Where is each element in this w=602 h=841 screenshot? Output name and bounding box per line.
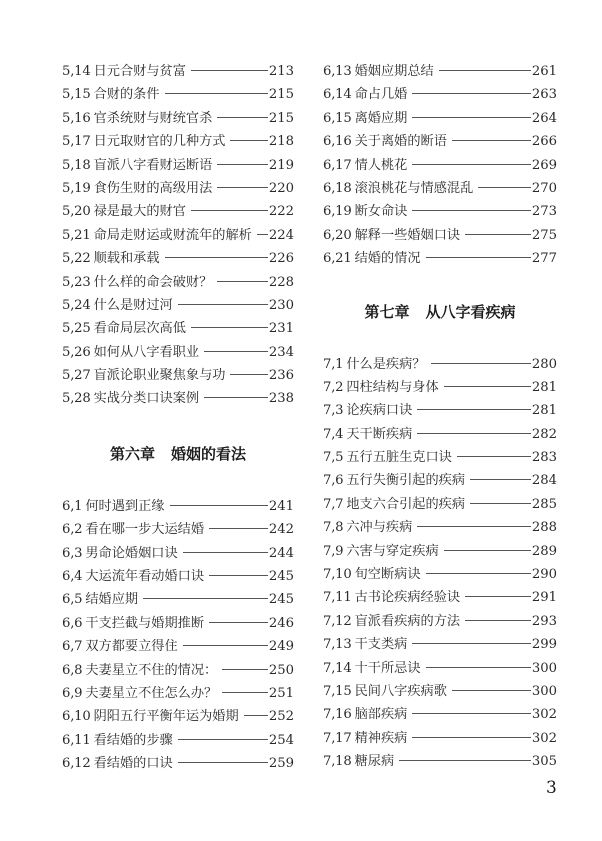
toc-list-chapter-6-cont (323, 60, 557, 271)
section-title: 滚浪桃花与情感混乱 (354, 180, 474, 196)
section-number: 7,18 (323, 754, 352, 770)
toc-entry[interactable] (62, 387, 294, 410)
section-number: 5,20 (62, 204, 91, 220)
section-number: 5,27 (62, 368, 91, 384)
section-number: 5,18 (62, 157, 91, 173)
toc-entry[interactable] (323, 493, 557, 516)
page-reference: 300 (531, 660, 557, 676)
toc-entry[interactable] (323, 750, 557, 773)
toc-entry[interactable] (62, 130, 294, 153)
section-number: 7,17 (323, 730, 352, 746)
toc-entry[interactable] (62, 60, 294, 83)
dot-leader (165, 93, 268, 94)
dot-leader (412, 93, 531, 94)
dot-leader (399, 760, 531, 761)
section-title: 日元合财与贫富 (93, 64, 186, 79)
page-reference: 249 (268, 639, 294, 655)
section-number: 5,23 (62, 274, 91, 290)
dot-leader (191, 210, 268, 211)
page-reference: 241 (268, 498, 294, 514)
section-number: 6,3 (62, 545, 83, 561)
section-title: 婚姻应期总结 (354, 64, 434, 79)
section-title: 论疾病口诀 (346, 403, 413, 419)
section-number: 6,21 (323, 251, 352, 267)
toc-entry[interactable] (62, 317, 294, 340)
page-reference: 228 (268, 274, 294, 290)
section-title: 干支类病 (354, 637, 408, 653)
section-title: 大运流年看动婚口诀 (85, 569, 205, 585)
page-reference: 275 (531, 227, 557, 243)
section-title: 关于离婚的断语 (354, 134, 447, 150)
page-reference: 277 (531, 251, 557, 267)
section-title: 六害与穿定疾病 (346, 543, 439, 559)
dot-leader (412, 164, 531, 165)
page-reference: 259 (268, 756, 294, 772)
dot-leader (143, 598, 268, 599)
toc-entry[interactable] (323, 563, 557, 586)
section-title: 地支六合引起的疾病 (346, 496, 466, 512)
section-title: 看结婚的步骤 (93, 732, 173, 748)
dot-leader (452, 140, 531, 141)
dot-leader (439, 70, 531, 71)
dot-leader (191, 70, 268, 71)
toc-entry[interactable] (323, 680, 557, 703)
page-reference: 246 (268, 615, 294, 631)
page-reference: 215 (268, 87, 294, 103)
chapter-title: 婚姻的看法 (171, 444, 247, 463)
dot-leader (230, 140, 267, 141)
section-title: 精神疾病 (354, 730, 408, 746)
section-number: 6,17 (323, 157, 352, 173)
page-reference: 245 (268, 592, 294, 608)
section-title: 糖尿病 (354, 754, 395, 770)
toc-entry[interactable] (323, 154, 557, 177)
dot-leader (426, 257, 531, 258)
toc-entry[interactable] (323, 83, 557, 106)
toc-entry[interactable] (62, 542, 294, 565)
toc-entry[interactable] (62, 729, 294, 752)
chapter-title: 从八字看疾病 (425, 302, 516, 321)
section-title: 食伤生财的高级用法 (93, 180, 213, 196)
page-reference: 231 (268, 321, 294, 337)
toc-entry[interactable] (323, 60, 557, 83)
section-title: 男命论婚姻口诀 (85, 545, 178, 561)
page-reference: 284 (531, 473, 557, 489)
section-number: 7,3 (323, 403, 344, 419)
toc-entry[interactable] (323, 399, 557, 422)
section-title: 如何从八字看职业 (93, 344, 200, 360)
section-number: 5,24 (62, 297, 91, 313)
page-reference: 302 (531, 707, 557, 723)
dot-leader (170, 505, 268, 506)
dot-leader (478, 187, 531, 188)
toc-entry[interactable] (62, 635, 294, 658)
section-number: 7,15 (323, 683, 352, 699)
section-title: 结婚应期 (85, 592, 139, 608)
section-number: 5,14 (62, 64, 91, 79)
toc-entry[interactable] (62, 294, 294, 317)
section-number: 6,12 (62, 756, 91, 772)
toc-entry[interactable] (62, 271, 294, 294)
toc-right-column (323, 60, 557, 774)
page-reference: 215 (268, 110, 294, 126)
dot-leader (465, 596, 531, 597)
dot-leader (470, 479, 531, 480)
dot-leader (209, 575, 268, 576)
page-reference: 224 (268, 227, 294, 243)
toc-entry[interactable] (323, 376, 557, 399)
section-title: 五行五脏生克口诀 (346, 450, 452, 466)
dot-leader (457, 456, 531, 457)
page-reference: 261 (531, 64, 557, 79)
section-title: 实战分类口诀案例 (93, 391, 200, 407)
toc-entry[interactable] (62, 705, 294, 728)
page-reference: 289 (531, 543, 557, 559)
dot-leader (412, 210, 531, 211)
page-reference: 250 (268, 662, 294, 678)
section-number: 7,16 (323, 707, 352, 723)
section-title: 天干断疾病 (346, 426, 413, 442)
toc-entry[interactable] (323, 423, 557, 446)
page-reference: 300 (531, 683, 557, 699)
page-reference: 273 (531, 204, 557, 220)
toc-entry[interactable] (62, 495, 294, 518)
section-title: 阴阳五行平衡年运为婚期 (93, 709, 239, 725)
chapter-6-heading (62, 413, 294, 495)
page-reference: 251 (268, 685, 294, 701)
toc-entry[interactable] (62, 107, 294, 130)
toc-list-chapter-5 (62, 60, 294, 411)
section-title: 命局走财运或财流年的解析 (93, 227, 252, 243)
section-number: 7,9 (323, 543, 344, 559)
dot-leader (465, 234, 531, 235)
page-reference: 245 (268, 569, 294, 585)
section-number: 6,19 (323, 204, 352, 220)
section-title: 脑部疾病 (354, 707, 408, 723)
dot-leader (204, 397, 268, 398)
toc-entry[interactable] (62, 247, 294, 270)
toc-entry[interactable] (62, 659, 294, 682)
section-title: 看结婚的口诀 (93, 756, 173, 772)
section-title: 干支拦截与婚期推断 (85, 615, 205, 631)
section-title: 什么样的命会破财？ (93, 274, 213, 290)
section-number: 6,13 (323, 64, 352, 79)
toc-entry[interactable] (323, 516, 557, 539)
dot-leader (191, 327, 268, 328)
section-title: 夫妻星立不住怎么办？ (85, 685, 218, 701)
section-number: 6,20 (323, 227, 352, 243)
page-reference: 222 (268, 204, 294, 220)
page-reference: 242 (268, 522, 294, 538)
toc-entry[interactable] (323, 610, 557, 633)
dot-leader (178, 739, 268, 740)
page-reference: 266 (531, 134, 557, 150)
section-title: 结婚的情况 (354, 251, 421, 267)
toc-entry[interactable] (323, 633, 557, 656)
section-number: 6,10 (62, 709, 91, 725)
toc-entry[interactable] (323, 446, 557, 469)
dot-leader (217, 187, 268, 188)
dot-leader (183, 552, 268, 553)
section-number: 7,6 (323, 473, 344, 489)
toc-entry[interactable] (323, 224, 557, 247)
section-title: 合财的条件 (93, 87, 160, 103)
section-number: 7,2 (323, 379, 344, 395)
toc-entry[interactable] (62, 565, 294, 588)
dot-leader (165, 257, 268, 258)
page-reference: 226 (268, 251, 294, 267)
toc-entry[interactable] (62, 200, 294, 223)
section-number: 5,16 (62, 110, 91, 126)
page-reference: 234 (268, 344, 294, 360)
section-number: 5,26 (62, 344, 91, 360)
section-number: 6,9 (62, 685, 83, 701)
page-reference: 282 (531, 426, 557, 442)
page-reference: 305 (531, 754, 557, 770)
dot-leader (230, 374, 267, 375)
section-number: 7,4 (323, 426, 344, 442)
dot-leader (417, 409, 531, 410)
page-reference: 269 (531, 157, 557, 173)
dot-leader (222, 692, 268, 693)
section-title: 五行失衡引起的疾病 (346, 473, 466, 489)
toc-entry[interactable] (323, 353, 557, 376)
dot-leader (412, 737, 531, 738)
toc-list-chapter-7 (323, 353, 557, 774)
section-title: 什么是财过河 (93, 297, 173, 313)
section-title: 盲派论职业聚焦象与功 (93, 368, 226, 384)
page-reference: 302 (531, 730, 557, 746)
section-number: 6,8 (62, 662, 83, 678)
section-title: 禄是最大的财官 (93, 204, 186, 220)
dot-leader (412, 713, 531, 714)
toc-entry[interactable] (323, 130, 557, 153)
page-reference: 293 (531, 613, 557, 629)
section-number: 5,28 (62, 391, 91, 407)
section-title: 情人桃花 (354, 157, 408, 173)
section-title: 何时遇到正缘 (85, 498, 165, 514)
dot-leader (217, 117, 268, 118)
section-title: 命占几婚 (354, 87, 408, 103)
toc-entry[interactable] (323, 703, 557, 726)
page-reference: 291 (531, 590, 557, 606)
dot-leader (470, 503, 531, 504)
page-reference: 218 (268, 134, 294, 150)
toc-entry[interactable] (62, 752, 294, 775)
dot-leader (465, 620, 531, 621)
dot-leader (217, 164, 268, 165)
section-number: 6,7 (62, 639, 83, 655)
dot-leader (222, 669, 268, 670)
section-title: 日元取财官的几种方式 (93, 134, 226, 150)
section-number: 6,14 (323, 87, 352, 103)
page-reference: 252 (268, 709, 294, 725)
section-title: 旬空断病诀 (354, 567, 421, 583)
dot-leader (217, 281, 268, 282)
toc-entry[interactable] (323, 107, 557, 130)
page-reference: 288 (531, 520, 557, 536)
section-number: 7,11 (323, 590, 352, 606)
section-number: 6,11 (62, 732, 91, 748)
toc-entry[interactable] (62, 518, 294, 541)
section-number: 5,22 (62, 251, 91, 267)
section-title: 看在哪一步大运结婚 (85, 522, 205, 538)
section-number: 7,14 (323, 660, 352, 676)
toc-entry[interactable] (62, 588, 294, 611)
page-reference: 281 (531, 403, 557, 419)
section-number: 6,4 (62, 569, 83, 585)
page-reference: 290 (531, 567, 557, 583)
section-number: 5,25 (62, 321, 91, 337)
section-number: 5,17 (62, 134, 91, 150)
dot-leader (417, 433, 531, 434)
toc-entry[interactable] (62, 682, 294, 705)
page-reference: 219 (268, 157, 294, 173)
section-title: 十干所忌诀 (354, 660, 421, 676)
dot-leader (431, 363, 531, 364)
section-number: 6,2 (62, 522, 83, 538)
section-title: 民间八字疾病歌 (354, 683, 447, 699)
page-reference: 244 (268, 545, 294, 561)
section-title: 断女命诀 (354, 204, 408, 220)
toc-entry[interactable] (62, 341, 294, 364)
page-reference: 285 (531, 496, 557, 512)
dot-leader (257, 234, 268, 235)
section-number: 5,21 (62, 227, 91, 243)
section-number: 7,10 (323, 567, 352, 583)
section-number: 6,6 (62, 615, 83, 631)
section-number: 7,1 (323, 356, 344, 372)
section-title: 双方都要立得住 (85, 639, 178, 655)
section-title: 盲派看疾病的方法 (354, 613, 461, 629)
section-number: 7,7 (323, 496, 344, 512)
page-reference: 283 (531, 450, 557, 466)
dot-leader (452, 690, 531, 691)
toc-left-column (62, 60, 294, 776)
section-number: 7,8 (323, 520, 344, 536)
chapter-label: 第七章 (364, 302, 410, 321)
section-number: 6,1 (62, 498, 83, 514)
toc-entry[interactable] (323, 469, 557, 492)
section-number: 7,5 (323, 450, 344, 466)
chapter-label: 第六章 (109, 444, 155, 463)
toc-entry[interactable] (323, 657, 557, 680)
section-title: 四柱结构与身体 (346, 379, 439, 395)
page-reference: 254 (268, 732, 294, 748)
section-title: 夫妻星立不住的情况： (85, 662, 218, 678)
page-reference: 220 (268, 180, 294, 196)
dot-leader (426, 667, 531, 668)
section-title: 顺载和承载 (93, 251, 160, 267)
dot-leader (444, 550, 531, 551)
toc-list-chapter-6 (62, 495, 294, 776)
page-reference: 281 (531, 379, 557, 395)
toc-entry[interactable] (62, 154, 294, 177)
toc-entry[interactable] (323, 540, 557, 563)
section-number: 7,13 (323, 637, 352, 653)
dot-leader (412, 643, 531, 644)
page-reference: 264 (531, 110, 557, 126)
section-title: 看命局层次高低 (93, 321, 186, 337)
page-reference: 299 (531, 637, 557, 653)
toc-entry[interactable] (62, 177, 294, 200)
section-number: 6,16 (323, 134, 352, 150)
toc-entry[interactable] (62, 224, 294, 247)
section-title: 六冲与疾病 (346, 520, 413, 536)
dot-leader (417, 526, 531, 527)
dot-leader (426, 573, 531, 574)
page-reference: 213 (268, 64, 294, 79)
dot-leader (209, 528, 268, 529)
page-reference: 270 (531, 180, 557, 196)
section-title: 解释一些婚姻口诀 (354, 227, 461, 243)
section-title: 离婚应期 (354, 110, 408, 126)
toc-entry[interactable] (62, 83, 294, 106)
toc-entry[interactable] (323, 177, 557, 200)
section-number: 7,12 (323, 613, 352, 629)
dot-leader (412, 117, 531, 118)
section-title: 官杀统财与财统官杀 (93, 110, 213, 126)
page-reference: 238 (268, 391, 294, 407)
toc-entry[interactable] (323, 586, 557, 609)
section-title: 什么是疾病？ (346, 356, 426, 372)
chapter-7-heading (323, 271, 557, 353)
toc-entry[interactable] (62, 612, 294, 635)
page-reference: 263 (531, 87, 557, 103)
page-number: 3 (546, 778, 557, 798)
dot-leader (244, 715, 268, 716)
dot-leader (183, 645, 268, 646)
dot-leader (204, 351, 268, 352)
section-number: 5,19 (62, 180, 91, 196)
page-reference: 236 (268, 368, 294, 384)
toc-entry[interactable] (323, 727, 557, 750)
page-reference: 280 (531, 356, 557, 372)
dot-leader (178, 304, 268, 305)
section-number: 6,18 (323, 180, 352, 196)
dot-leader (178, 762, 268, 763)
section-number: 6,5 (62, 592, 83, 608)
toc-entry[interactable] (62, 364, 294, 387)
page-reference: 230 (268, 297, 294, 313)
section-title: 盲派八字看财运断语 (93, 157, 213, 173)
toc-entry[interactable] (323, 200, 557, 223)
dot-leader (444, 386, 531, 387)
section-number: 6,15 (323, 110, 352, 126)
section-title: 古书论疾病经验诀 (354, 590, 461, 606)
section-number: 5,15 (62, 87, 91, 103)
toc-entry[interactable] (323, 247, 557, 270)
dot-leader (209, 622, 268, 623)
